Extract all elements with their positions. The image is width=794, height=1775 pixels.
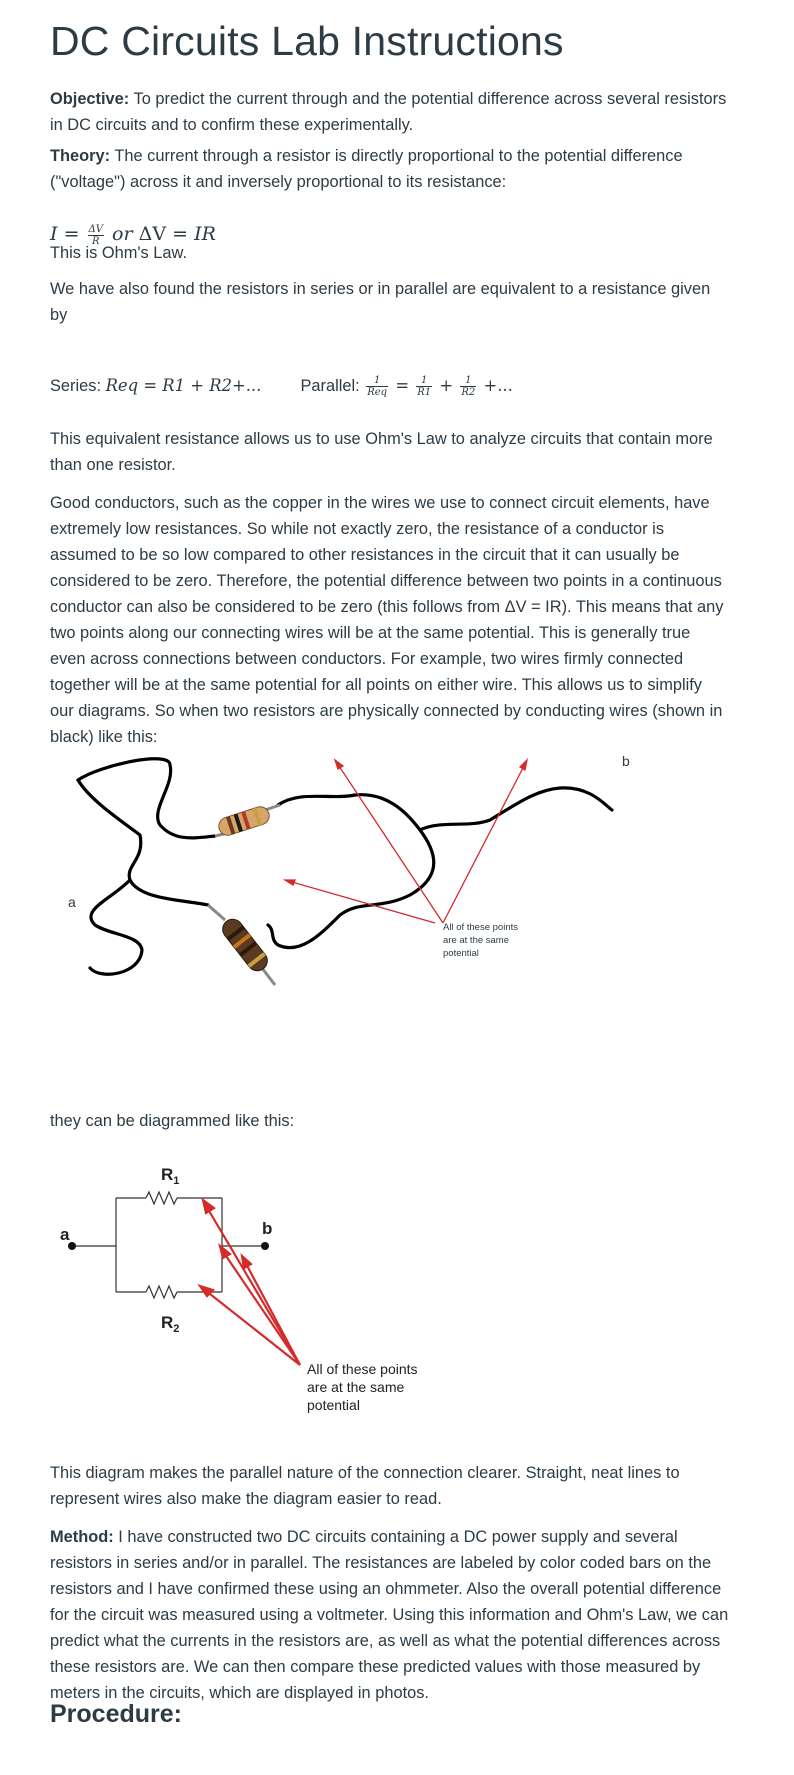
objective-text: To predict the current through and the potential difference across several resistors in DC circuits and to confirm these experimentally. (50, 90, 727, 134)
method-paragraph (50, 1524, 730, 1706)
ohms-law-paragraph: This is Ohm's Law. (50, 244, 188, 262)
parallel-schematic (0, 1150, 794, 1430)
objective-paragraph (50, 86, 730, 138)
page-title: DC Circuits Lab Instructions (50, 18, 564, 64)
schematic-arrows (200, 1200, 300, 1365)
series-label: Series: (50, 377, 106, 395)
formula-equals: = (63, 223, 80, 245)
parallel-tail: +... (483, 376, 513, 395)
resistor-two (208, 905, 275, 985)
parallel-r1-numerator: 1 (416, 375, 432, 387)
schematic-label-a: a (60, 1225, 70, 1244)
resistor-one (215, 804, 280, 837)
theory-label: Theory: (50, 147, 111, 165)
wire-note-line-2: are at the same (443, 935, 510, 946)
schematic-label-b: b (262, 1219, 273, 1238)
fraction-denominator: R (91, 235, 100, 247)
theory-text: The current through a resistor is directly proportional to the potential difference ("voltage") across it and inversely proportional to its resistance: (50, 147, 683, 191)
parallel-r2-denominator: R2 (461, 387, 476, 398)
schematic-r2-label: $R_2$ (161, 1313, 180, 1335)
wire-note-line-3: potential (443, 948, 479, 959)
equivalent-resistance-formulas (50, 375, 513, 398)
formula-or: or (112, 223, 133, 245)
parallel-label: Parallel: (300, 377, 365, 395)
fraction-numerator: ΔV (88, 223, 103, 235)
conductors-paragraph: Good conductors, such as the copper in the wires we use to connect circuit elements, have extremely low resistances. So while not exactly zero, the resistance of a conductor is assumed to be so low compared to other resistances in the circuit that it can usually be considered to be zero. Therefore, the potential difference between two points in a continuous conductor can also be considered to be zero (this follows from ΔV = IR). This means that any two points along our connecting wires will be at the same potential. This is generally true even across connections between conductors. For example, two wires firmly connected together will be at the same potential for all points on either wire. This allows us to simplify our diagrams. So when two resistors are physically connected by conducting wires (shown in black) like this: (50, 494, 724, 746)
schematic-note-line-2: are at the same (307, 1379, 405, 1395)
parallel-lhs-denominator: Req (367, 387, 388, 398)
formula-ir: IR (194, 223, 216, 245)
parallel-r2-numerator: 1 (460, 375, 476, 387)
method-label: Method: (50, 1528, 114, 1546)
series-parallel-paragraph: We have also found the resistors in series or in parallel are equivalent to a resistance given by (50, 280, 711, 324)
objective-label: Objective: (50, 90, 130, 108)
formula-equals-2: = (172, 223, 189, 245)
schematic-r1-label: $R_1$ (161, 1165, 180, 1187)
diagram-clarity-paragraph: This diagram makes the parallel nature of the connection clearer. Straight, neat lines to represent wires also make the diagram easier to read. (50, 1464, 680, 1508)
series-formula: Req = R1 + R2+... (105, 376, 262, 395)
parallel-equals: = (395, 376, 410, 395)
parallel-formula (364, 375, 513, 398)
equivalent-paragraph: This equivalent resistance allows us to use Ohm's Law to analyze circuits that contain more than one resistor. (50, 430, 713, 474)
parallel-plus: + (439, 376, 454, 395)
procedure-heading: Procedure: (50, 1700, 182, 1728)
schematic-note-line-3: potential (307, 1397, 360, 1413)
wire-note-line-1: All of these points (443, 922, 518, 933)
wire-label-b: b (622, 753, 630, 769)
method-text: I have constructed two DC circuits containing a DC power supply and several resistors in series and/or in parallel. The resistances are labeled by color coded bars on the resistors and I have confirmed these using an ohmmeter. Also the overall potential difference for the circuit was measured using a voltmeter. Using this information and Ohm's Law, we can predict what the currents in the resistors are, as well as what the potential differences across these resistors are. We can then compare these predicted values with those measured by meters in the circuits, which are displayed in photos. (50, 1528, 729, 1702)
theory-paragraph (50, 143, 730, 195)
parallel-r1-denominator: R1 (417, 387, 432, 398)
wire-photo-diagram (0, 750, 794, 1080)
parallel-lhs-numerator: 1 (366, 375, 388, 387)
schematic-wires (72, 1192, 265, 1298)
node-b (261, 1242, 269, 1250)
formula-delta-v: ΔV (138, 223, 167, 245)
formula-i: I (50, 223, 58, 245)
wire-label-a: a (68, 894, 76, 910)
black-wires (78, 759, 612, 974)
schematic-note-line-1: All of these points (307, 1361, 418, 1377)
diagrammed-paragraph: they can be diagrammed like this: (50, 1112, 295, 1130)
